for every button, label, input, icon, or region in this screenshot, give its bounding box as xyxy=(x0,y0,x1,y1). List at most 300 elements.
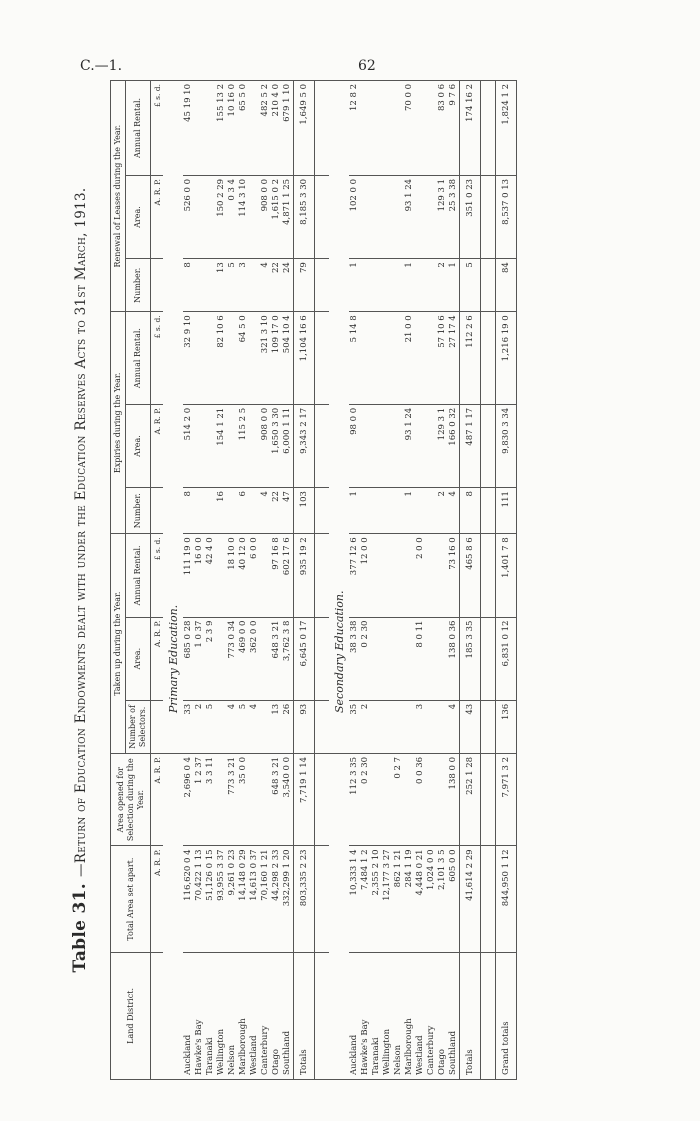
cell-selectors: 5 xyxy=(238,700,249,753)
cell-ex-area: 93 1 24 xyxy=(404,404,415,487)
cell-rn-area: 8,185 3 30 xyxy=(294,175,315,258)
cell-ex-rent xyxy=(382,312,393,405)
header-total-area: Total Area set apart. xyxy=(111,846,151,952)
cell-opened xyxy=(249,753,260,845)
cell-ex-rent xyxy=(205,312,216,405)
cell-district: Westland xyxy=(249,952,260,1079)
cell-selectors: 35 xyxy=(349,700,360,753)
cell-tk-rent: 18 10 0 xyxy=(227,534,238,617)
cell-total-area: 116,620 0 4 xyxy=(183,846,194,952)
cell-ex-no: 16 xyxy=(216,488,227,534)
cell-ex-no: 1 xyxy=(404,488,415,534)
cell-tk-rent xyxy=(216,534,227,617)
cell-rn-no: 84 xyxy=(496,259,517,312)
cell-rn-rent xyxy=(371,81,382,176)
cell-ex-rent: 21 0 0 xyxy=(404,312,415,405)
cell-tk-rent xyxy=(426,534,437,617)
cell-tk-area: 648 3 21 xyxy=(271,617,282,700)
cell-ex-rent xyxy=(393,312,404,405)
cell-tk-rent: 602 17 6 xyxy=(282,534,294,617)
table-row xyxy=(393,81,404,1080)
cell-opened: 0 0 36 xyxy=(415,753,426,845)
cell-rn-no xyxy=(205,259,216,312)
table-row xyxy=(448,81,460,1080)
cell-ex-area xyxy=(415,404,426,487)
cell-ex-rent xyxy=(227,312,238,405)
cell-tk-area xyxy=(382,617,393,700)
unit-total-area: A. R. P. xyxy=(151,846,164,952)
table-row xyxy=(216,81,227,1080)
cell-opened: 773 3 21 xyxy=(227,753,238,845)
cell-tk-rent: 465 8 6 xyxy=(460,534,481,617)
cell-district: Auckland xyxy=(183,952,194,1079)
cell-total-area: 1,024 0 0 xyxy=(426,846,437,952)
cell-rn-rent xyxy=(194,81,205,176)
cell-total-area: 14,613 0 37 xyxy=(249,846,260,952)
cell-tk-area xyxy=(437,617,448,700)
cell-selectors: 136 xyxy=(496,700,517,753)
cell-rn-rent: 83 0 6 xyxy=(437,81,448,176)
cell-selectors: 2 xyxy=(194,700,205,753)
cell-ex-rent: 504 10 4 xyxy=(282,312,294,405)
unit-expiries-area: A. R. P. xyxy=(151,404,164,487)
cell-ex-rent: 112 2 6 xyxy=(460,312,481,405)
cell-tk-area: 6,831 0 12 xyxy=(496,617,517,700)
cell-district: Wellington xyxy=(216,952,227,1079)
cell-district: Hawke's Bay xyxy=(360,952,371,1079)
cell-ex-rent xyxy=(426,312,437,405)
cell-opened: 7,719 1 14 xyxy=(294,753,315,845)
cell-rn-no: 1 xyxy=(404,259,415,312)
cell-rn-no: 1 xyxy=(448,259,460,312)
cell-district: Nelson xyxy=(393,952,404,1079)
cell-district: Auckland xyxy=(349,952,360,1079)
cell-district: Totals xyxy=(460,952,481,1079)
cell-ex-no: 4 xyxy=(260,488,271,534)
cell-total-area: 2,355 2 10 xyxy=(371,846,382,952)
cell-rn-no: 2 xyxy=(437,259,448,312)
header-renewal-number: Number. xyxy=(126,259,151,312)
cell-selectors xyxy=(260,700,271,753)
spacer-row xyxy=(481,81,496,1080)
cell-tk-rent: 935 19 2 xyxy=(294,534,315,617)
cell-rn-area xyxy=(249,175,260,258)
cell-ex-rent: 32 9 10 xyxy=(183,312,194,405)
table-row xyxy=(227,81,238,1080)
cell-district: Marlborough xyxy=(238,952,249,1079)
header-renewal-rental: Annual Rental. xyxy=(126,81,151,176)
cell-selectors: 2 xyxy=(360,700,371,753)
unit-expiries-rental: £ s. d. xyxy=(151,312,164,405)
cell-total-area: 9,261 0 23 xyxy=(227,846,238,952)
cell-rn-area: 150 2 29 xyxy=(216,175,227,258)
cell-opened: 3,540 0 0 xyxy=(282,753,294,845)
cell-district: Taranaki xyxy=(205,952,216,1079)
cell-tk-rent xyxy=(371,534,382,617)
section-heading: Primary Education. xyxy=(163,81,183,754)
cell-tk-rent: 40 12 0 xyxy=(238,534,249,617)
cell-rn-rent: 155 13 2 xyxy=(216,81,227,176)
cell-rn-rent: 70 0 0 xyxy=(404,81,415,176)
cell-rn-area: 526 0 0 xyxy=(183,175,194,258)
cell-ex-no xyxy=(227,488,238,534)
cell-rn-area xyxy=(415,175,426,258)
cell-selectors: 26 xyxy=(282,700,294,753)
cell-rn-no xyxy=(371,259,382,312)
cell-ex-rent xyxy=(371,312,382,405)
cell-rn-rent xyxy=(426,81,437,176)
cell-rn-no: 1 xyxy=(349,259,360,312)
header-expiries-number: Number. xyxy=(126,488,151,534)
cell-ex-area xyxy=(249,404,260,487)
cell-selectors: 4 xyxy=(227,700,238,753)
header-group-expiries: Expiries during the Year. xyxy=(111,312,126,534)
cell-tk-area xyxy=(426,617,437,700)
cell-selectors xyxy=(382,700,393,753)
cell-rn-rent: 210 4 0 xyxy=(271,81,282,176)
cell-rn-no: 5 xyxy=(227,259,238,312)
cell-ex-no xyxy=(426,488,437,534)
cell-rn-rent: 65 5 0 xyxy=(238,81,249,176)
rotated-table-page xyxy=(70,80,630,1080)
cell-rn-rent xyxy=(205,81,216,176)
header-renewal-area: Area. xyxy=(126,175,151,258)
cell-district: Southland xyxy=(282,952,294,1079)
header-expiries-area: Area. xyxy=(126,404,151,487)
header-taken-up-area: Area. xyxy=(126,617,151,700)
cell-rn-no xyxy=(249,259,260,312)
cell-opened xyxy=(426,753,437,845)
cell-opened: 1 2 37 xyxy=(194,753,205,845)
cell-selectors xyxy=(393,700,404,753)
cell-ex-no: 1 xyxy=(349,488,360,534)
cell-ex-area xyxy=(371,404,382,487)
cell-opened: 7,971 3 2 xyxy=(496,753,517,845)
table-row xyxy=(426,81,437,1080)
cell-rn-rent xyxy=(393,81,404,176)
cell-ex-area: 9,343 2 17 xyxy=(294,404,315,487)
cell-rn-area: 129 3 1 xyxy=(437,175,448,258)
cell-selectors: 4 xyxy=(249,700,260,753)
cell-rn-no: 4 xyxy=(260,259,271,312)
cell-ex-no: 2 xyxy=(437,488,448,534)
cell-opened: 0 2 30 xyxy=(360,753,371,845)
page-ref: C.—1. xyxy=(80,58,123,74)
unit-taken-up-area: A. R. P. xyxy=(151,617,164,700)
cell-ex-no: 47 xyxy=(282,488,294,534)
cell-opened: 35 0 0 xyxy=(238,753,249,845)
cell-rn-area xyxy=(194,175,205,258)
cell-rn-area: 1,615 0 2 xyxy=(271,175,282,258)
cell-rn-no: 22 xyxy=(271,259,282,312)
cell-district: Southland xyxy=(448,952,460,1079)
table-row xyxy=(437,81,448,1080)
cell-ex-rent: 27 17 4 xyxy=(448,312,460,405)
cell-ex-no: 8 xyxy=(183,488,194,534)
cell-ex-area: 98 0 0 xyxy=(349,404,360,487)
table-row xyxy=(415,81,426,1080)
cell-ex-rent: 1,104 16 6 xyxy=(294,312,315,405)
cell-opened xyxy=(382,753,393,845)
table-row xyxy=(371,81,382,1080)
cell-tk-area: 1 0 37 xyxy=(194,617,205,700)
cell-ex-area: 514 2 0 xyxy=(183,404,194,487)
cell-district: Otago xyxy=(437,952,448,1079)
table-row xyxy=(360,81,371,1080)
cell-tk-rent: 1,401 7 8 xyxy=(496,534,517,617)
section-heading-row xyxy=(163,81,183,1080)
cell-tk-rent xyxy=(393,534,404,617)
cell-tk-area xyxy=(393,617,404,700)
header-taken-up-rental: Annual Rental. xyxy=(126,534,151,617)
cell-ex-no: 111 xyxy=(496,488,517,534)
table-row xyxy=(349,81,360,1080)
cell-ex-rent xyxy=(194,312,205,405)
cell-selectors xyxy=(437,700,448,753)
cell-total-area: 70,160 1 21 xyxy=(260,846,271,952)
cell-ex-area: 1,650 3 30 xyxy=(271,404,282,487)
cell-tk-rent: 42 4 0 xyxy=(205,534,216,617)
cell-rn-rent: 9 7 6 xyxy=(448,81,460,176)
cell-tk-rent: 377 12 6 xyxy=(349,534,360,617)
cell-rn-rent xyxy=(249,81,260,176)
cell-ex-area xyxy=(393,404,404,487)
cell-rn-area xyxy=(382,175,393,258)
cell-selectors: 4 xyxy=(448,700,460,753)
cell-ex-no: 103 xyxy=(294,488,315,534)
table-head xyxy=(111,81,151,1080)
cell-opened xyxy=(404,753,415,845)
cell-ex-no xyxy=(382,488,393,534)
cell-rn-area: 4,871 1 25 xyxy=(282,175,294,258)
table-title-text: —Return of Education Endowments dealt with under the Education Reserves Acts to 31st March, 1913. xyxy=(73,187,89,878)
table-row xyxy=(260,81,271,1080)
cell-district: Grand totals xyxy=(496,952,517,1079)
cell-ex-no xyxy=(371,488,382,534)
section-heading-row xyxy=(329,81,349,1080)
cell-rn-no xyxy=(360,259,371,312)
cell-ex-rent: 109 17 0 xyxy=(271,312,282,405)
cell-opened: 3 3 11 xyxy=(205,753,216,845)
cell-rn-no xyxy=(426,259,437,312)
cell-rn-no: 79 xyxy=(294,259,315,312)
cell-tk-area: 3,762 3 8 xyxy=(282,617,294,700)
cell-opened xyxy=(216,753,227,845)
cell-opened: 138 0 0 xyxy=(448,753,460,845)
cell-tk-rent xyxy=(382,534,393,617)
cell-rn-area: 8,537 0 13 xyxy=(496,175,517,258)
cell-rn-no xyxy=(393,259,404,312)
totals-row xyxy=(460,81,481,1080)
cell-ex-no: 22 xyxy=(271,488,282,534)
cell-ex-rent xyxy=(415,312,426,405)
table-row xyxy=(238,81,249,1080)
cell-rn-area: 114 3 10 xyxy=(238,175,249,258)
cell-tk-area: 773 0 34 xyxy=(227,617,238,700)
cell-ex-rent: 64 5 0 xyxy=(238,312,249,405)
table-row xyxy=(205,81,216,1080)
grand-totals-row xyxy=(496,81,517,1080)
header-area-opened: Area opened for Selection during the Year. xyxy=(111,753,151,845)
cell-opened: 112 3 35 xyxy=(349,753,360,845)
cell-ex-area xyxy=(360,404,371,487)
cell-rn-no xyxy=(415,259,426,312)
cell-ex-area xyxy=(382,404,393,487)
cell-opened xyxy=(260,753,271,845)
cell-district: Otago xyxy=(271,952,282,1079)
cell-ex-no xyxy=(393,488,404,534)
unit-taken-up-rental: £ s. d. xyxy=(151,534,164,617)
cell-district: Westland xyxy=(415,952,426,1079)
cell-tk-area: 0 2 30 xyxy=(360,617,371,700)
cell-tk-rent: 12 0 0 xyxy=(360,534,371,617)
cell-tk-area: 2 3 9 xyxy=(205,617,216,700)
cell-selectors: 3 xyxy=(415,700,426,753)
unit-area-opened: A. R. P. xyxy=(151,753,164,845)
cell-rn-area xyxy=(393,175,404,258)
cell-tk-area: 362 0 0 xyxy=(249,617,260,700)
cell-tk-rent: 111 19 0 xyxy=(183,534,194,617)
page-number: 62 xyxy=(358,58,376,74)
cell-selectors xyxy=(426,700,437,753)
cell-rn-area xyxy=(371,175,382,258)
table-row xyxy=(282,81,294,1080)
cell-tk-rent: 73 16 0 xyxy=(448,534,460,617)
table-row xyxy=(249,81,260,1080)
cell-rn-no: 5 xyxy=(460,259,481,312)
cell-tk-rent: 97 16 8 xyxy=(271,534,282,617)
cell-total-area: 7,484 1 2 xyxy=(360,846,371,952)
cell-tk-area xyxy=(404,617,415,700)
cell-ex-rent: 57 10 6 xyxy=(437,312,448,405)
unit-renewal-rental: £ s. d. xyxy=(151,81,164,176)
cell-ex-area xyxy=(426,404,437,487)
cell-ex-area xyxy=(227,404,238,487)
cell-opened xyxy=(437,753,448,845)
table-row xyxy=(183,81,194,1080)
cell-rn-rent: 174 16 2 xyxy=(460,81,481,176)
cell-total-area: 70,422 1 13 xyxy=(194,846,205,952)
table-row xyxy=(271,81,282,1080)
cell-rn-rent xyxy=(382,81,393,176)
cell-ex-rent: 5 14 8 xyxy=(349,312,360,405)
cell-rn-no: 13 xyxy=(216,259,227,312)
cell-tk-area: 185 3 35 xyxy=(460,617,481,700)
cell-tk-area xyxy=(216,617,227,700)
cell-selectors xyxy=(216,700,227,753)
cell-ex-no: 6 xyxy=(238,488,249,534)
header-group-renewal: Renewal of Leases during the Year. xyxy=(111,81,126,312)
cell-opened: 648 3 21 xyxy=(271,753,282,845)
cell-tk-rent xyxy=(260,534,271,617)
unit-renewal-area: A. R. P. xyxy=(151,175,164,258)
cell-rn-no: 24 xyxy=(282,259,294,312)
spacer-row xyxy=(315,81,330,1080)
cell-rn-area: 93 1 24 xyxy=(404,175,415,258)
cell-rn-area xyxy=(205,175,216,258)
cell-ex-area: 129 3 1 xyxy=(437,404,448,487)
cell-total-area: 93,955 3 37 xyxy=(216,846,227,952)
cell-rn-no xyxy=(382,259,393,312)
cell-ex-rent xyxy=(249,312,260,405)
cell-total-area: 12,177 3 27 xyxy=(382,846,393,952)
cell-ex-area: 115 2 5 xyxy=(238,404,249,487)
cell-ex-rent: 321 3 10 xyxy=(260,312,271,405)
cell-selectors: 5 xyxy=(205,700,216,753)
cell-district: Taranaki xyxy=(371,952,382,1079)
cell-total-area: 4,448 0 21 xyxy=(415,846,426,952)
cell-ex-area: 908 0 0 xyxy=(260,404,271,487)
table-row xyxy=(382,81,393,1080)
cell-district: Totals xyxy=(294,952,315,1079)
cell-rn-rent xyxy=(360,81,371,176)
cell-ex-area xyxy=(205,404,216,487)
endowments-table xyxy=(110,80,517,1080)
table-label: Table 31. xyxy=(70,883,90,973)
cell-tk-area xyxy=(371,617,382,700)
totals-row xyxy=(294,81,315,1080)
cell-ex-no xyxy=(205,488,216,534)
cell-total-area: 332,299 1 20 xyxy=(282,846,294,952)
cell-total-area: 51,126 0 15 xyxy=(205,846,216,952)
cell-opened xyxy=(371,753,382,845)
cell-rn-area: 351 0 23 xyxy=(460,175,481,258)
cell-selectors: 13 xyxy=(271,700,282,753)
section-heading: Secondary Education. xyxy=(329,81,349,754)
cell-total-area: 284 1 19 xyxy=(404,846,415,952)
cell-selectors xyxy=(404,700,415,753)
cell-total-area: 10,333 1 4 xyxy=(349,846,360,952)
cell-ex-no xyxy=(194,488,205,534)
cell-ex-no xyxy=(360,488,371,534)
cell-district: Nelson xyxy=(227,952,238,1079)
cell-ex-area: 6,000 1 11 xyxy=(282,404,294,487)
cell-opened: 252 1 28 xyxy=(460,753,481,845)
cell-tk-area: 685 0 28 xyxy=(183,617,194,700)
cell-total-area: 44,298 2 33 xyxy=(271,846,282,952)
cell-district: Wellington xyxy=(382,952,393,1079)
cell-opened: 2,696 0 4 xyxy=(183,753,194,845)
cell-rn-no xyxy=(194,259,205,312)
table-body xyxy=(151,81,517,1080)
cell-ex-area xyxy=(194,404,205,487)
header-expiries-rental: Annual Rental. xyxy=(126,312,151,405)
cell-rn-rent: 679 1 10 xyxy=(282,81,294,176)
cell-total-area: 605 0 0 xyxy=(448,846,460,952)
cell-rn-rent: 45 19 10 xyxy=(183,81,194,176)
cell-district: Canterbury xyxy=(260,952,271,1079)
cell-selectors xyxy=(371,700,382,753)
cell-rn-rent: 1,649 5 0 xyxy=(294,81,315,176)
cell-total-area: 14,148 0 29 xyxy=(238,846,249,952)
cell-rn-no: 8 xyxy=(183,259,194,312)
cell-tk-area: 8 0 11 xyxy=(415,617,426,700)
table-row xyxy=(404,81,415,1080)
cell-ex-area: 487 1 17 xyxy=(460,404,481,487)
table-title xyxy=(70,80,108,1080)
cell-rn-area xyxy=(360,175,371,258)
cell-tk-area: 6,645 0 17 xyxy=(294,617,315,700)
cell-total-area: 862 1 21 xyxy=(393,846,404,952)
cell-tk-rent: 2 0 0 xyxy=(415,534,426,617)
cell-ex-area: 9,830 3 34 xyxy=(496,404,517,487)
cell-selectors: 43 xyxy=(460,700,481,753)
header-selectors: Number of Selectors. xyxy=(126,700,151,753)
cell-rn-rent: 1,824 1 2 xyxy=(496,81,517,176)
cell-district: Canterbury xyxy=(426,952,437,1079)
cell-tk-area xyxy=(260,617,271,700)
cell-ex-rent: 82 10 6 xyxy=(216,312,227,405)
